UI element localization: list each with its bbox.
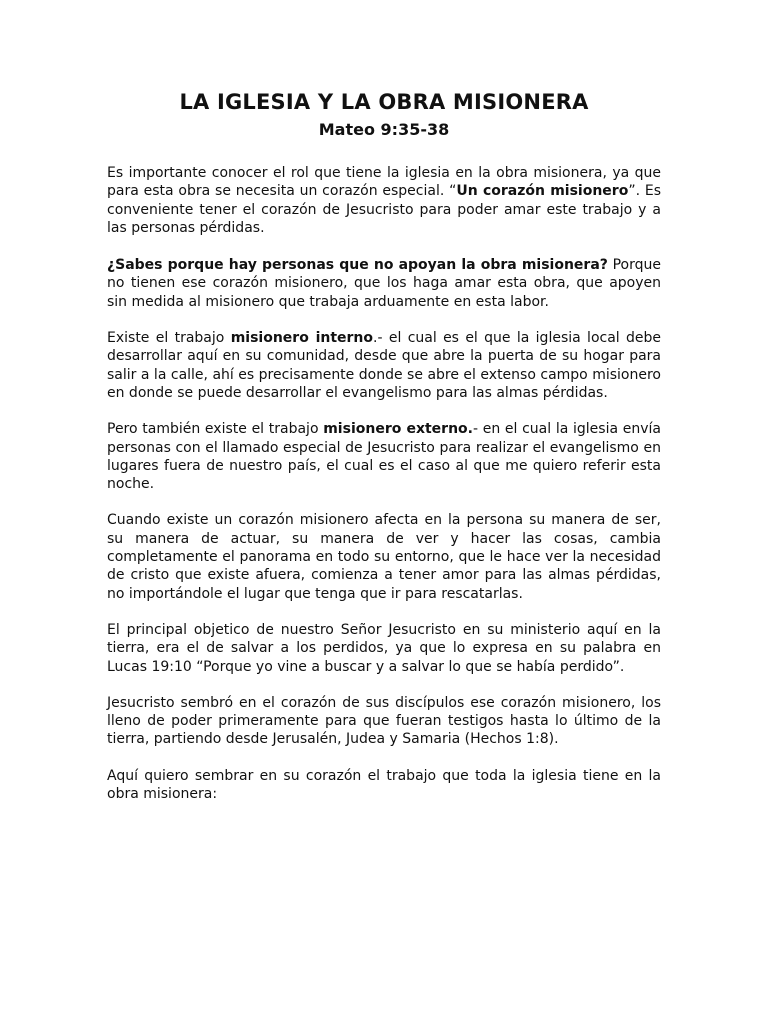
paragraph-4 [107, 420, 661, 493]
paragraph-2 [107, 256, 661, 311]
paragraph-text: Pero también existe el trabajo [107, 421, 324, 438]
paragraph-7 [107, 694, 661, 749]
paragraph-text: ”. Es conveniente tener el corazón de Jesucristo para poder amar este trabajo y a las personas pérdidas. [107, 183, 661, 236]
paragraph-text: .- el cual es el que la iglesia local debe desarrollar aquí en su comunidad, desde que abre la puerta de su hogar para salir a la calle, ahí es precisamente donde se abre el extenso campo misionero en donde se puede desarrollar el evangelismo para las almas pérdidas. [107, 330, 662, 401]
paragraph-text: Aquí quiero sembrar en su corazón el trabajo que toda la iglesia tiene en la obra misionera: [107, 767, 661, 803]
emphasis-text: ¿Sabes porque hay personas que no apoyan la obra misionera? [107, 257, 608, 274]
paragraph-text: Es importante conocer el rol que tiene la iglesia en la obra misionera, ya que para esta obra se necesita un corazón especial. “ [107, 165, 661, 200]
document-subtitle: Mateo 9:35-38 [318, 120, 450, 139]
document-title: LA IGLESIA Y LA OBRA MISIONERA [179, 90, 589, 114]
document-body [107, 164, 661, 821]
paragraph-text: El principal objetico de nuestro Señor Jesucristo en su ministerio aquí en la tierra, era el de salvar a los perdidos, ya que lo expresa en su palabra en Lucas 19:10 “Porque yo vine a buscar y a salvar lo que se había perdido”. [107, 621, 661, 675]
paragraph-text: Existe el trabajo [107, 330, 231, 347]
paragraph-3 [107, 329, 661, 402]
emphasis-text: misionero interno [230, 330, 374, 347]
paragraph-text: Porque no tienen ese corazón misionero, que los haga amar esta obra, que apoyen sin medida al misionero que trabaja arduamente en esta labor. [107, 257, 661, 310]
paragraph-6 [107, 621, 661, 676]
emphasis-text: Un corazón misionero [456, 183, 629, 200]
paragraph-5 [107, 511, 661, 602]
paragraph-8 [107, 767, 661, 804]
paragraph-text: Cuando existe un corazón misionero afecta en la persona su manera de ser, su manera de actuar, su manera de ver y hacer las cosas, cambia completamente el panorama en todo su entorno, que le hace ver la necesidad de cristo que existe afuera, comienza a tener amor para las almas pérdidas, no importándole el lugar que tenga que ir para rescatarlas. [107, 512, 661, 602]
emphasis-text: misionero externo. [323, 421, 473, 438]
paragraph-text: Jesucristo sembró en el corazón de sus discípulos ese corazón misionero, los lleno de poder primeramente para que fueran testigos hasta lo último de la tierra, partiendo desde Jerusalén, Judea y Samaria (Hechos 1:8). [107, 694, 661, 748]
paragraph-text: - en el cual la iglesia envía personas con el llamado especial de Jesucristo para realizar el evangelismo en lugares fuera de nuestro país, el cual es el caso al que me quiero referir esta noche. [107, 421, 661, 493]
paragraph-1 [107, 164, 661, 237]
